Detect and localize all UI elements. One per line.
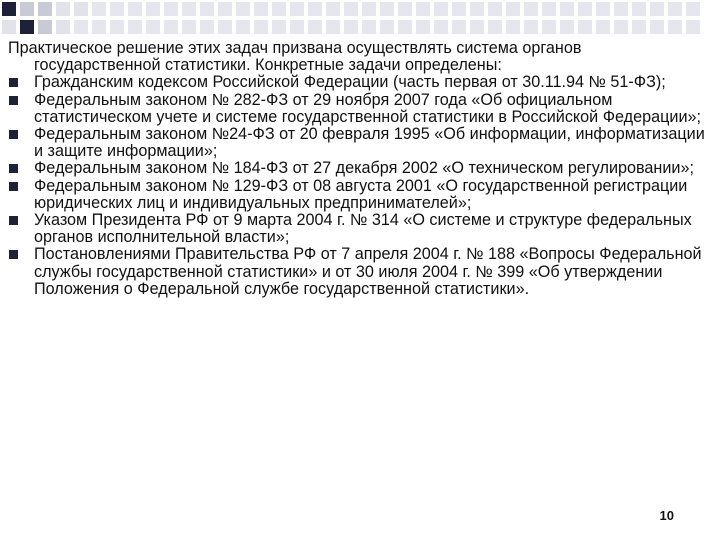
square-bullet-icon: [9, 164, 18, 173]
list-item-text: Указом Президента РФ от 9 марта 2004 г. № 314 «О системе и структуре федеральных органов исполнительной власти»;: [34, 211, 692, 247]
list-item: [8, 126, 712, 160]
list-item-text: Федеральным законом № 282-ФЗ от 29 ноября 2007 года «Об официальном статистическом учете и системе государственной статистики в Российской Федерации»;: [34, 90, 701, 126]
square-bullet-icon: [9, 96, 18, 105]
legal-basis-list: [8, 74, 712, 298]
list-item: [8, 160, 712, 177]
square-bullet-icon: [9, 216, 18, 225]
intro-paragraph: Практическое решение этих задач призвана осуществлять система органов государственной статистики. Конкретные задачи определены:: [8, 39, 582, 75]
slide-body: [8, 40, 712, 298]
decorative-header-squares: [0, 0, 720, 36]
list-item: [8, 92, 712, 126]
list-item: [8, 246, 712, 298]
list-item-text: Постановлениями Правительства РФ от 7 апреля 2004 г. № 188 «Вопросы Федеральной службы государственной статистики» и от 30 июля 2004 г. № 399 «Об утверждении Положения о Федеральной службе государственной статистики».: [34, 245, 702, 298]
square-bullet-icon: [9, 78, 18, 87]
list-item-text: Гражданским кодексом Российской Федерации (часть первая от 30.11.94 № 51-ФЗ);: [34, 73, 666, 92]
list-item: [8, 74, 712, 91]
page-number: 10: [659, 508, 674, 523]
square-bullet-icon: [9, 130, 18, 139]
header-grid-pattern: [0, 0, 720, 36]
list-item: [8, 178, 712, 212]
list-item: [8, 212, 712, 246]
square-bullet-icon: [9, 250, 18, 259]
square-bullet-icon: [9, 182, 18, 191]
list-item-text: Федеральным законом № 184-ФЗ от 27 декабря 2002 «О техническом регулировании»;: [34, 159, 694, 178]
list-item-text: Федеральным законом № 129-ФЗ от 08 августа 2001 «О государственной регистрации юридических лиц и индивидуальных предпринимателей»;: [34, 176, 688, 212]
list-item-text: Федеральным законом №24-ФЗ от 20 февраля 1995 «Об информации, информатизации и защите информации»;: [34, 125, 705, 161]
